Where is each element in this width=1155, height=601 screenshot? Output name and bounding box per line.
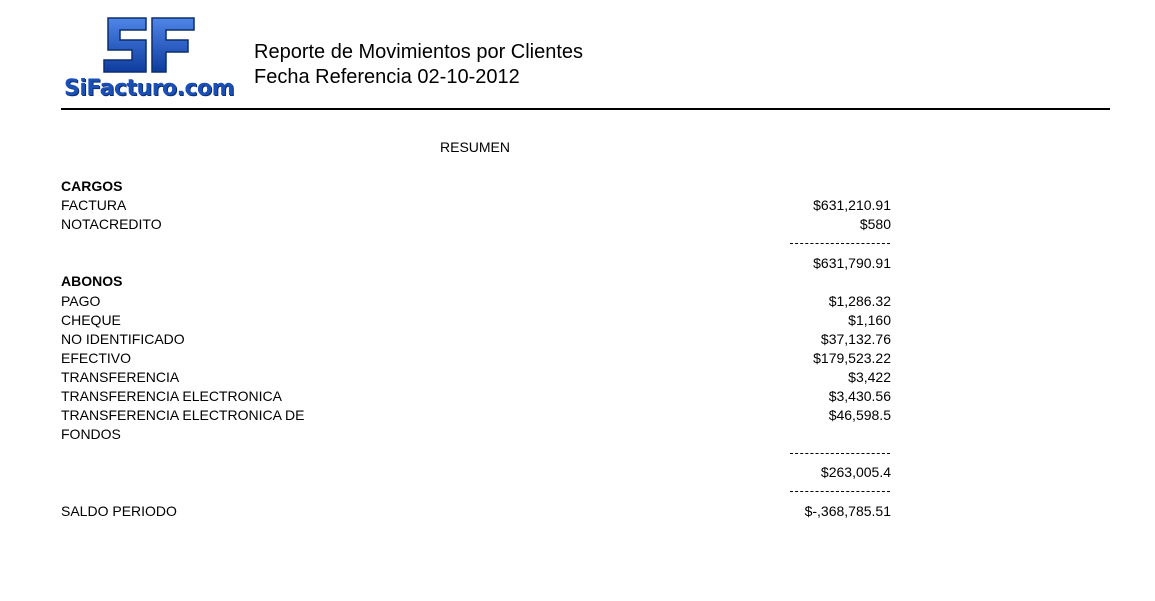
table-row [61, 368, 891, 387]
abonos-section-header [61, 272, 891, 291]
abonos-total-row [61, 463, 891, 482]
row-value: $179,523.22 [813, 350, 891, 366]
abonos-total: $263,005.4 [820, 464, 891, 480]
logo-wordmark: SiFacturo.com [64, 76, 235, 101]
table-row [61, 349, 891, 368]
row-label: FACTURA [61, 197, 127, 213]
table-row [61, 387, 891, 406]
row-value: $46,598.5 [828, 407, 891, 423]
abonos-subtotal-separator [790, 453, 890, 454]
abonos-label: ABONOS [61, 273, 123, 289]
table-row [61, 215, 891, 234]
cargos-total-row [61, 254, 891, 273]
cargos-subtotal-separator [790, 243, 890, 244]
row-label: CHEQUE [61, 312, 121, 328]
row-value: $3,430.56 [828, 388, 891, 404]
row-label: TRANSFERENCIA ELECTRONICA [61, 388, 282, 404]
row-value: $1,286.32 [828, 293, 891, 309]
row-value: $3,422 [848, 369, 891, 385]
saldo-label: SALDO PERIODO [61, 503, 177, 519]
sf-logo-icon [100, 14, 200, 78]
report-title: Reporte de Movimientos por Clientes [254, 41, 584, 63]
row-label: NOTACREDITO [61, 216, 162, 232]
row-label: EFECTIVO [61, 350, 132, 366]
row-label: TRANSFERENCIA [61, 369, 180, 385]
reference-date: Fecha Referencia 02-10-2012 [254, 66, 520, 88]
row-value: $37,132.76 [820, 331, 891, 347]
row-value: $631,210.91 [813, 197, 891, 213]
report-title-block [254, 40, 583, 90]
row-label: NO IDENTIFICADO [61, 331, 185, 347]
table-row [61, 406, 891, 444]
row-label: TRANSFERENCIA ELECTRONICA DE FONDOS [61, 407, 305, 442]
sifacturo-logo [64, 14, 234, 104]
table-row [61, 330, 891, 349]
saldo-row [61, 502, 891, 521]
saldo-separator [790, 491, 890, 492]
cargos-label: CARGOS [61, 178, 123, 194]
table-row [61, 196, 891, 215]
table-row [61, 311, 891, 330]
table-row [61, 292, 891, 311]
cargos-section-header [61, 177, 891, 196]
row-label: PAGO [61, 293, 101, 309]
row-value: $1,160 [848, 312, 891, 328]
saldo-value: $-,368,785.51 [804, 503, 891, 519]
header-divider [61, 108, 1110, 110]
row-value: $580 [859, 216, 891, 232]
cargos-total: $631,790.91 [813, 255, 891, 271]
summary-heading: RESUMEN [440, 139, 511, 155]
